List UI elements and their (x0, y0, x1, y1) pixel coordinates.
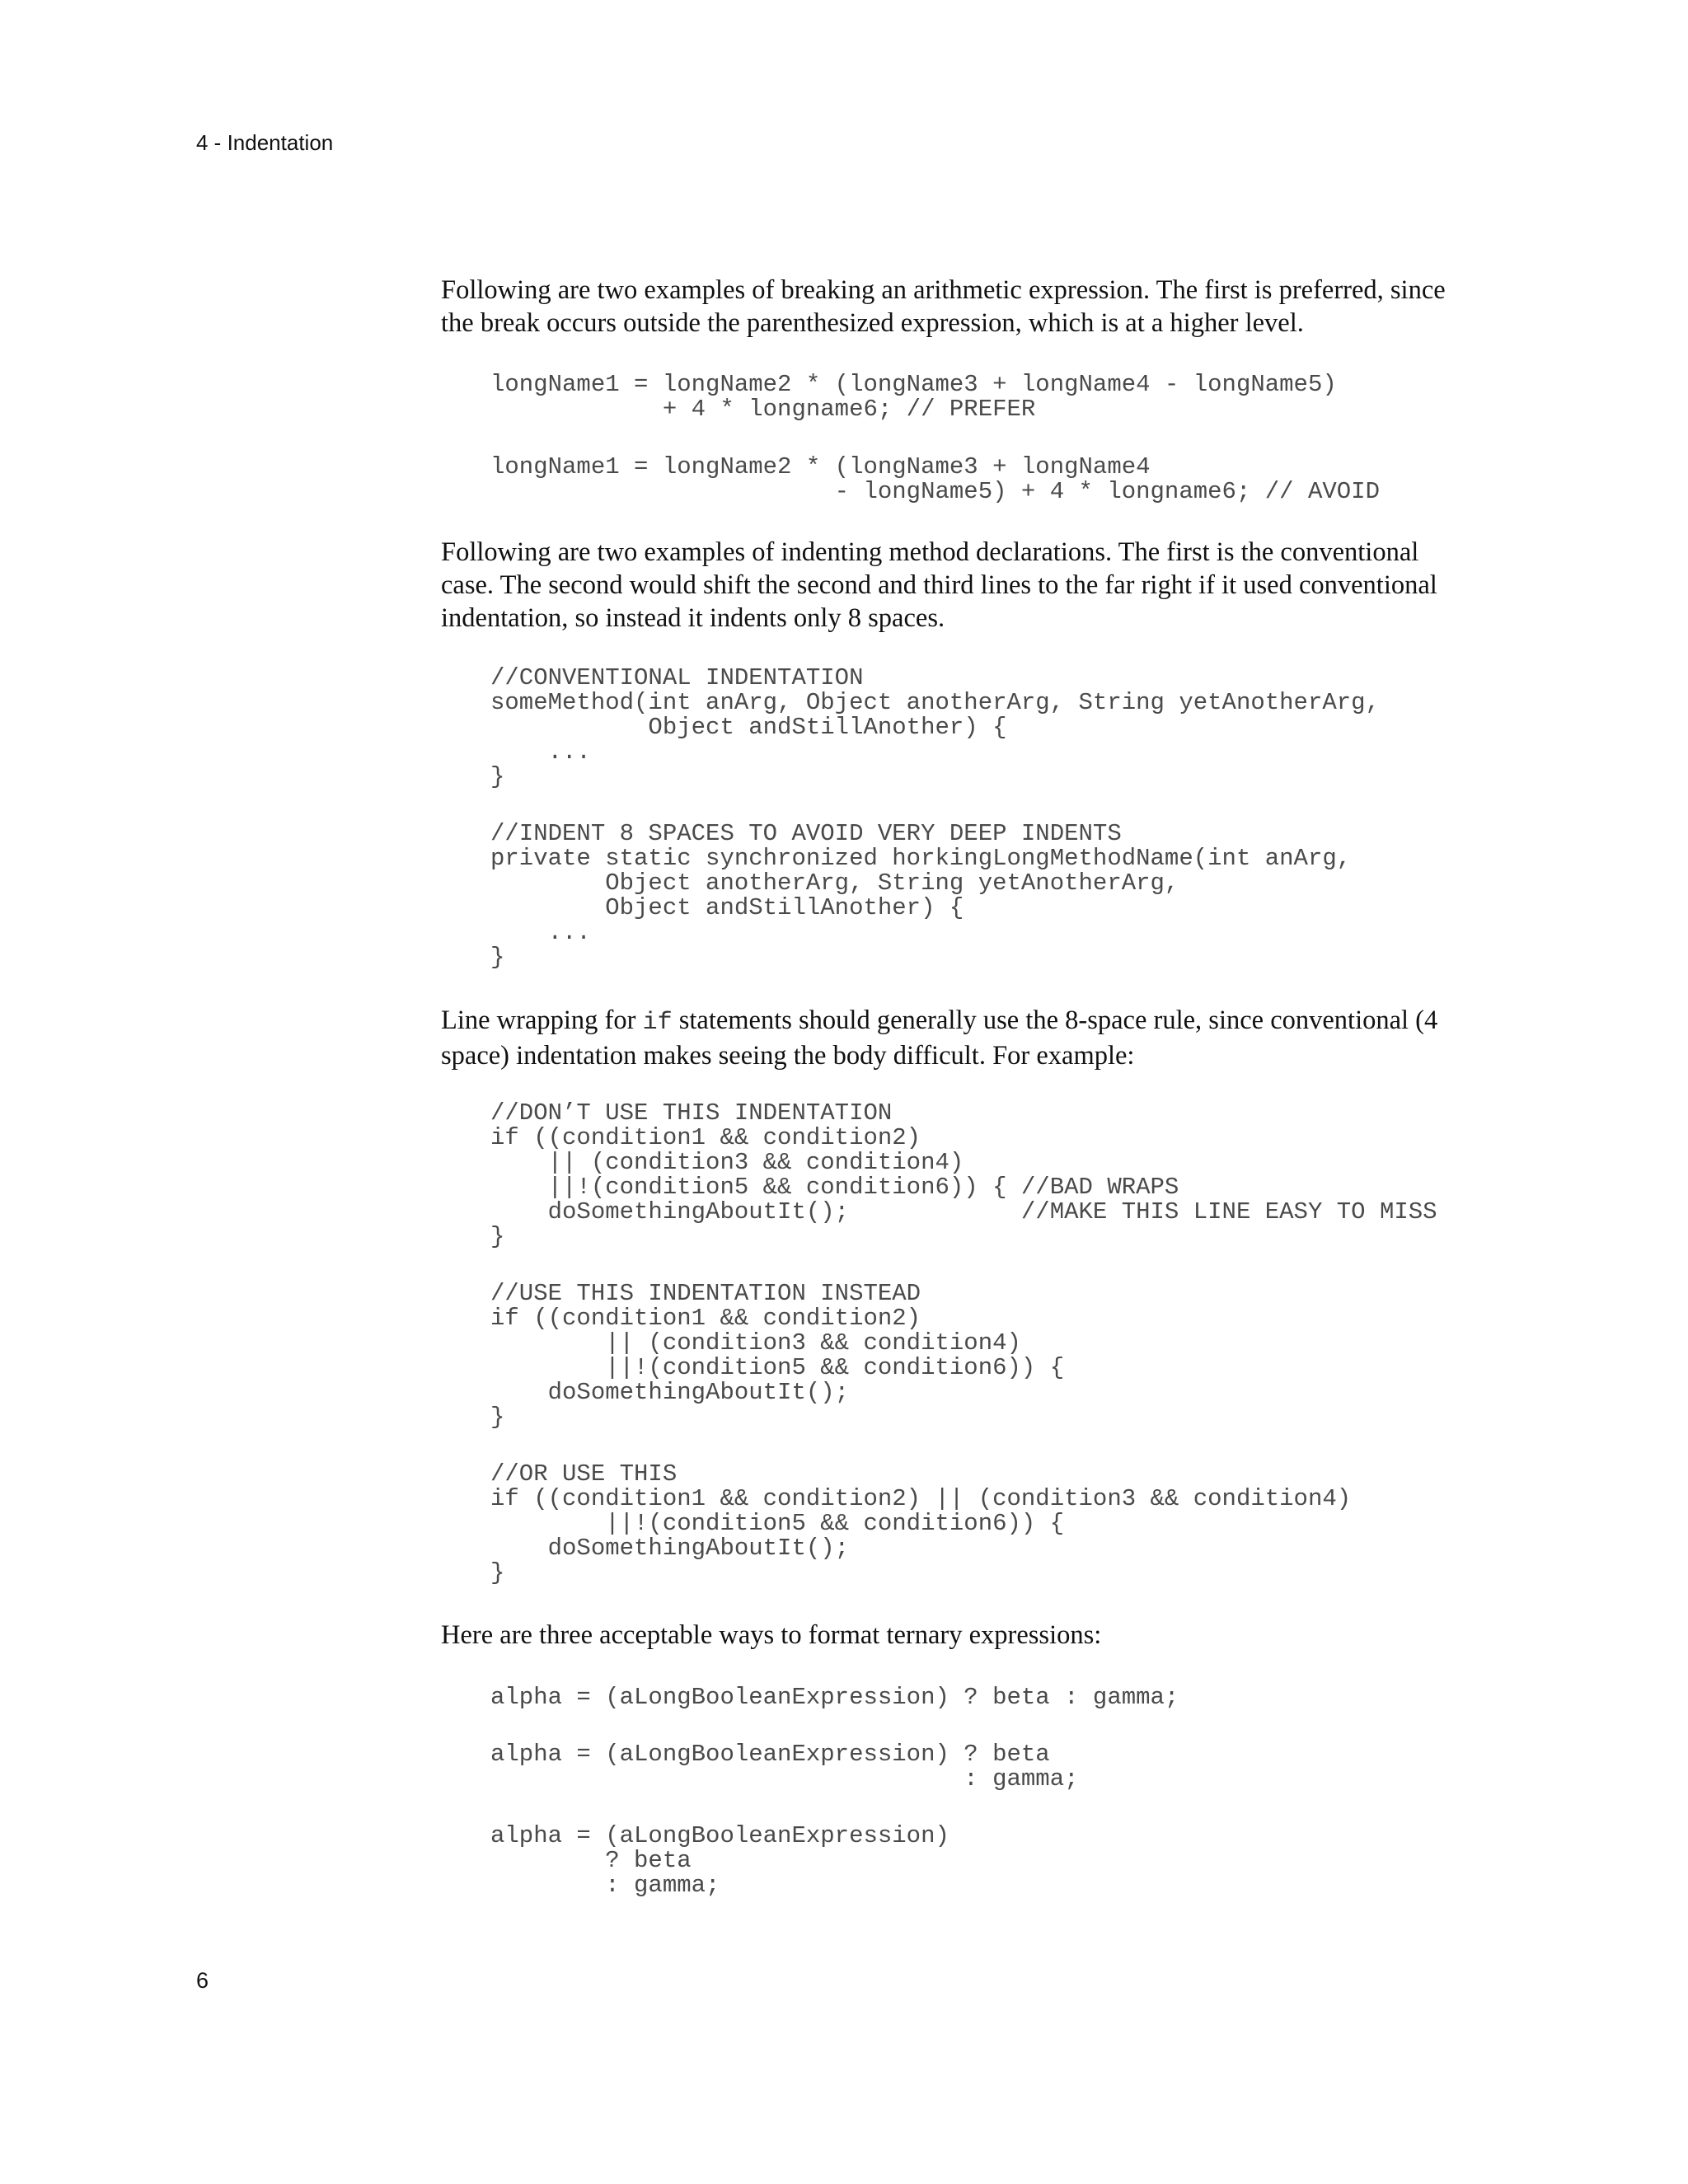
code-line: || (condition3 && condition4) (490, 1149, 964, 1176)
code-line: if ((condition1 && condition2) || (condition3 && condition4) (490, 1485, 1352, 1512)
code-line: } (490, 1404, 505, 1431)
code-line: longName1 = longName2 * (longName3 + longName4 (490, 453, 1151, 480)
code-line: ... (490, 738, 591, 766)
code-line: ||!(condition5 && condition6)) { //BAD WRAPS (490, 1174, 1179, 1201)
code-line: } (490, 944, 505, 971)
code-line: doSomethingAboutIt(); (490, 1535, 850, 1562)
code-line: if ((condition1 && condition2) (490, 1124, 921, 1151)
code-line: - longName5) + 4 * longname6; // AVOID (490, 478, 1380, 505)
code-block-conventional-indentation (490, 666, 1380, 790)
code-block-arithmetic-prefer (490, 373, 1337, 422)
code-block-if-instead (490, 1282, 1064, 1430)
paragraph-if-text-after: statements should generally use the 8-space rule, since conventional (4 space) indentation makes seeing the body difficult. For example: (441, 1005, 1438, 1071)
code-line: //DON’T USE THIS INDENTATION (490, 1099, 893, 1127)
code-line: : gamma; (490, 1765, 1079, 1793)
code-block-if-bad-wraps (490, 1101, 1437, 1249)
code-line: //USE THIS INDENTATION INSTEAD (490, 1280, 921, 1307)
page-number: 6 (196, 1968, 209, 1993)
paragraph-if-text-before: Line wrapping for (441, 1005, 643, 1035)
code-line: alpha = (aLongBooleanExpression) ? beta (490, 1741, 1050, 1768)
code-line: ... (490, 919, 591, 946)
code-block-ternary-one-line (490, 1685, 1179, 1710)
code-block-ternary-three-lines (490, 1824, 950, 1898)
paragraph-method-declarations: Following are two examples of indenting method declarations. The first is the conventional case. The second would shift the second and third lines to the far right if it used conventional indentation, so instead it indents only 8 spaces. (441, 537, 1437, 633)
code-line: Object andStillAnother) { (490, 714, 1007, 741)
code-line: } (490, 1223, 505, 1250)
code-line: Object andStillAnother) { (490, 894, 964, 921)
code-block-if-or-use-this (490, 1462, 1351, 1586)
code-line: alpha = (aLongBooleanExpression) (490, 1822, 950, 1849)
code-line: //INDENT 8 SPACES TO AVOID VERY DEEP INDENTS (490, 820, 1122, 847)
code-line: //OR USE THIS (490, 1460, 678, 1488)
code-line: longName1 = longName2 * (longName3 + longName4 - longName5) (490, 371, 1337, 398)
paragraph-arithmetic-intro: Following are two examples of breaking an arithmetic expression. The first is preferred, since the break occurs outside the parenthesized expression, which is at a higher level. (441, 275, 1446, 338)
code-line: } (490, 763, 505, 790)
code-block-ternary-two-lines (490, 1742, 1079, 1792)
code-line: doSomethingAboutIt(); //MAKE THIS LINE EASY TO MISS (490, 1198, 1437, 1226)
code-block-arithmetic-avoid (490, 455, 1380, 504)
code-line: || (condition3 && condition4) (490, 1329, 1021, 1357)
running-header: 4 - Indentation (196, 130, 334, 155)
code-line: someMethod(int anArg, Object anotherArg, String yetAnotherArg, (490, 689, 1380, 716)
code-line: ||!(condition5 && condition6)) { (490, 1510, 1065, 1537)
paragraph-ternary-intro: Here are three acceptable ways to format ternary expressions: (441, 1620, 1102, 1650)
code-line: doSomethingAboutIt(); (490, 1379, 850, 1406)
inline-code-if: if (642, 1009, 673, 1037)
code-line: ||!(condition5 && condition6)) { (490, 1354, 1065, 1381)
code-line: //CONVENTIONAL INDENTATION (490, 664, 864, 691)
code-block-indent-8-spaces (490, 822, 1351, 970)
code-line: alpha = (aLongBooleanExpression) ? beta : gamma; (490, 1684, 1179, 1711)
code-line: ? beta (490, 1847, 692, 1874)
code-line: } (490, 1559, 505, 1586)
code-line: private static synchronized horkingLongMethodName(int anArg, (490, 845, 1352, 872)
code-line: if ((condition1 && condition2) (490, 1305, 921, 1332)
paragraph-if-line-wrapping (441, 1004, 1471, 1072)
code-line: + 4 * longname6; // PREFER (490, 396, 1036, 423)
code-line: : gamma; (490, 1872, 720, 1899)
code-line: Object anotherArg, String yetAnotherArg, (490, 869, 1179, 897)
